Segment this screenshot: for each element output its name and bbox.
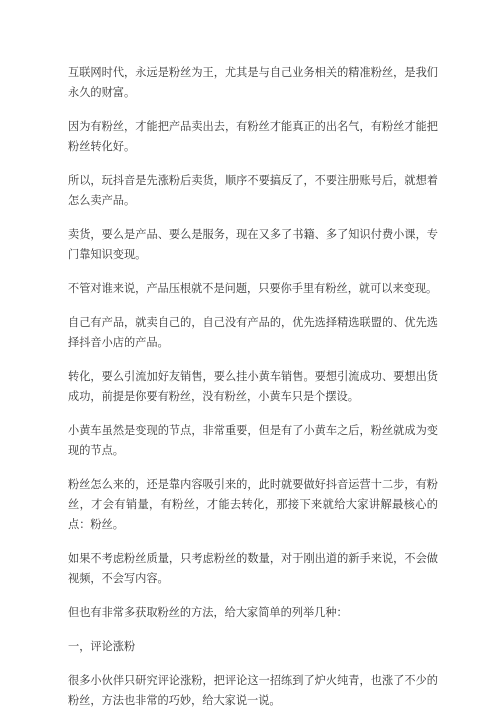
paragraph: 自己有产品，就卖自己的，自己没有产品的，优先选择精选联盟的、优先选择抖音小店的产品。 <box>68 316 438 349</box>
paragraph: 如果不考虑粉丝质量，只考虑粉丝的数量，对于刚出道的新手来说，不会做视频，不会写内容。 <box>68 552 438 585</box>
paragraph: 因为有粉丝，才能把产品卖出去，有粉丝才能真正的出名气，有粉丝才能把粉丝转化好。 <box>68 120 438 153</box>
paragraph: 小黄车虽然是变现的节点，非常重要，但是有了小黄车之后，粉丝就成为变现的节点。 <box>68 424 438 457</box>
paragraph: 但也有非常多获取粉丝的方法，给大家简单的列举几种： <box>68 606 348 619</box>
paragraph: 所以，玩抖音是先涨粉后卖货，顺序不要搞反了，不要注册账号后，就想着怎么卖产品。 <box>68 174 438 207</box>
paragraph: 粉丝怎么来的，还是靠内容吸引来的，此时就要做好抖音运营十二步，有粉丝，才会有销量，有粉丝，才能去转化，那接下来就给大家讲解最核心的点：粉丝。 <box>68 478 438 531</box>
paragraph: 不管对谁来说，产品压根就不是问题，只要你手里有粉丝，就可以来变现。 <box>68 282 438 295</box>
paragraph: 互联网时代，永远是粉丝为王，尤其是与自己业务相关的精准粉丝，是我们永久的财富。 <box>68 66 438 99</box>
section-heading: 一，评论涨粉 <box>68 640 136 653</box>
paragraph: 转化，要么引流加好友销售，要么挂小黄车销售。要想引流成功、要想出货成功，前提是你要有粉丝，没有粉丝，小黄车只是个摆设。 <box>68 370 438 403</box>
article-body <box>68 63 438 711</box>
paragraph: 卖货，要么是产品、要么是服务，现在又多了书籍、多了知识付费小课，专门靠知识变现。 <box>68 228 438 261</box>
paragraph: 很多小伙伴只研究评论涨粉，把评论这一招练到了炉火纯青，也涨了不少的粉丝，方法也非常的巧妙，给大家说一说。 <box>68 674 438 707</box>
